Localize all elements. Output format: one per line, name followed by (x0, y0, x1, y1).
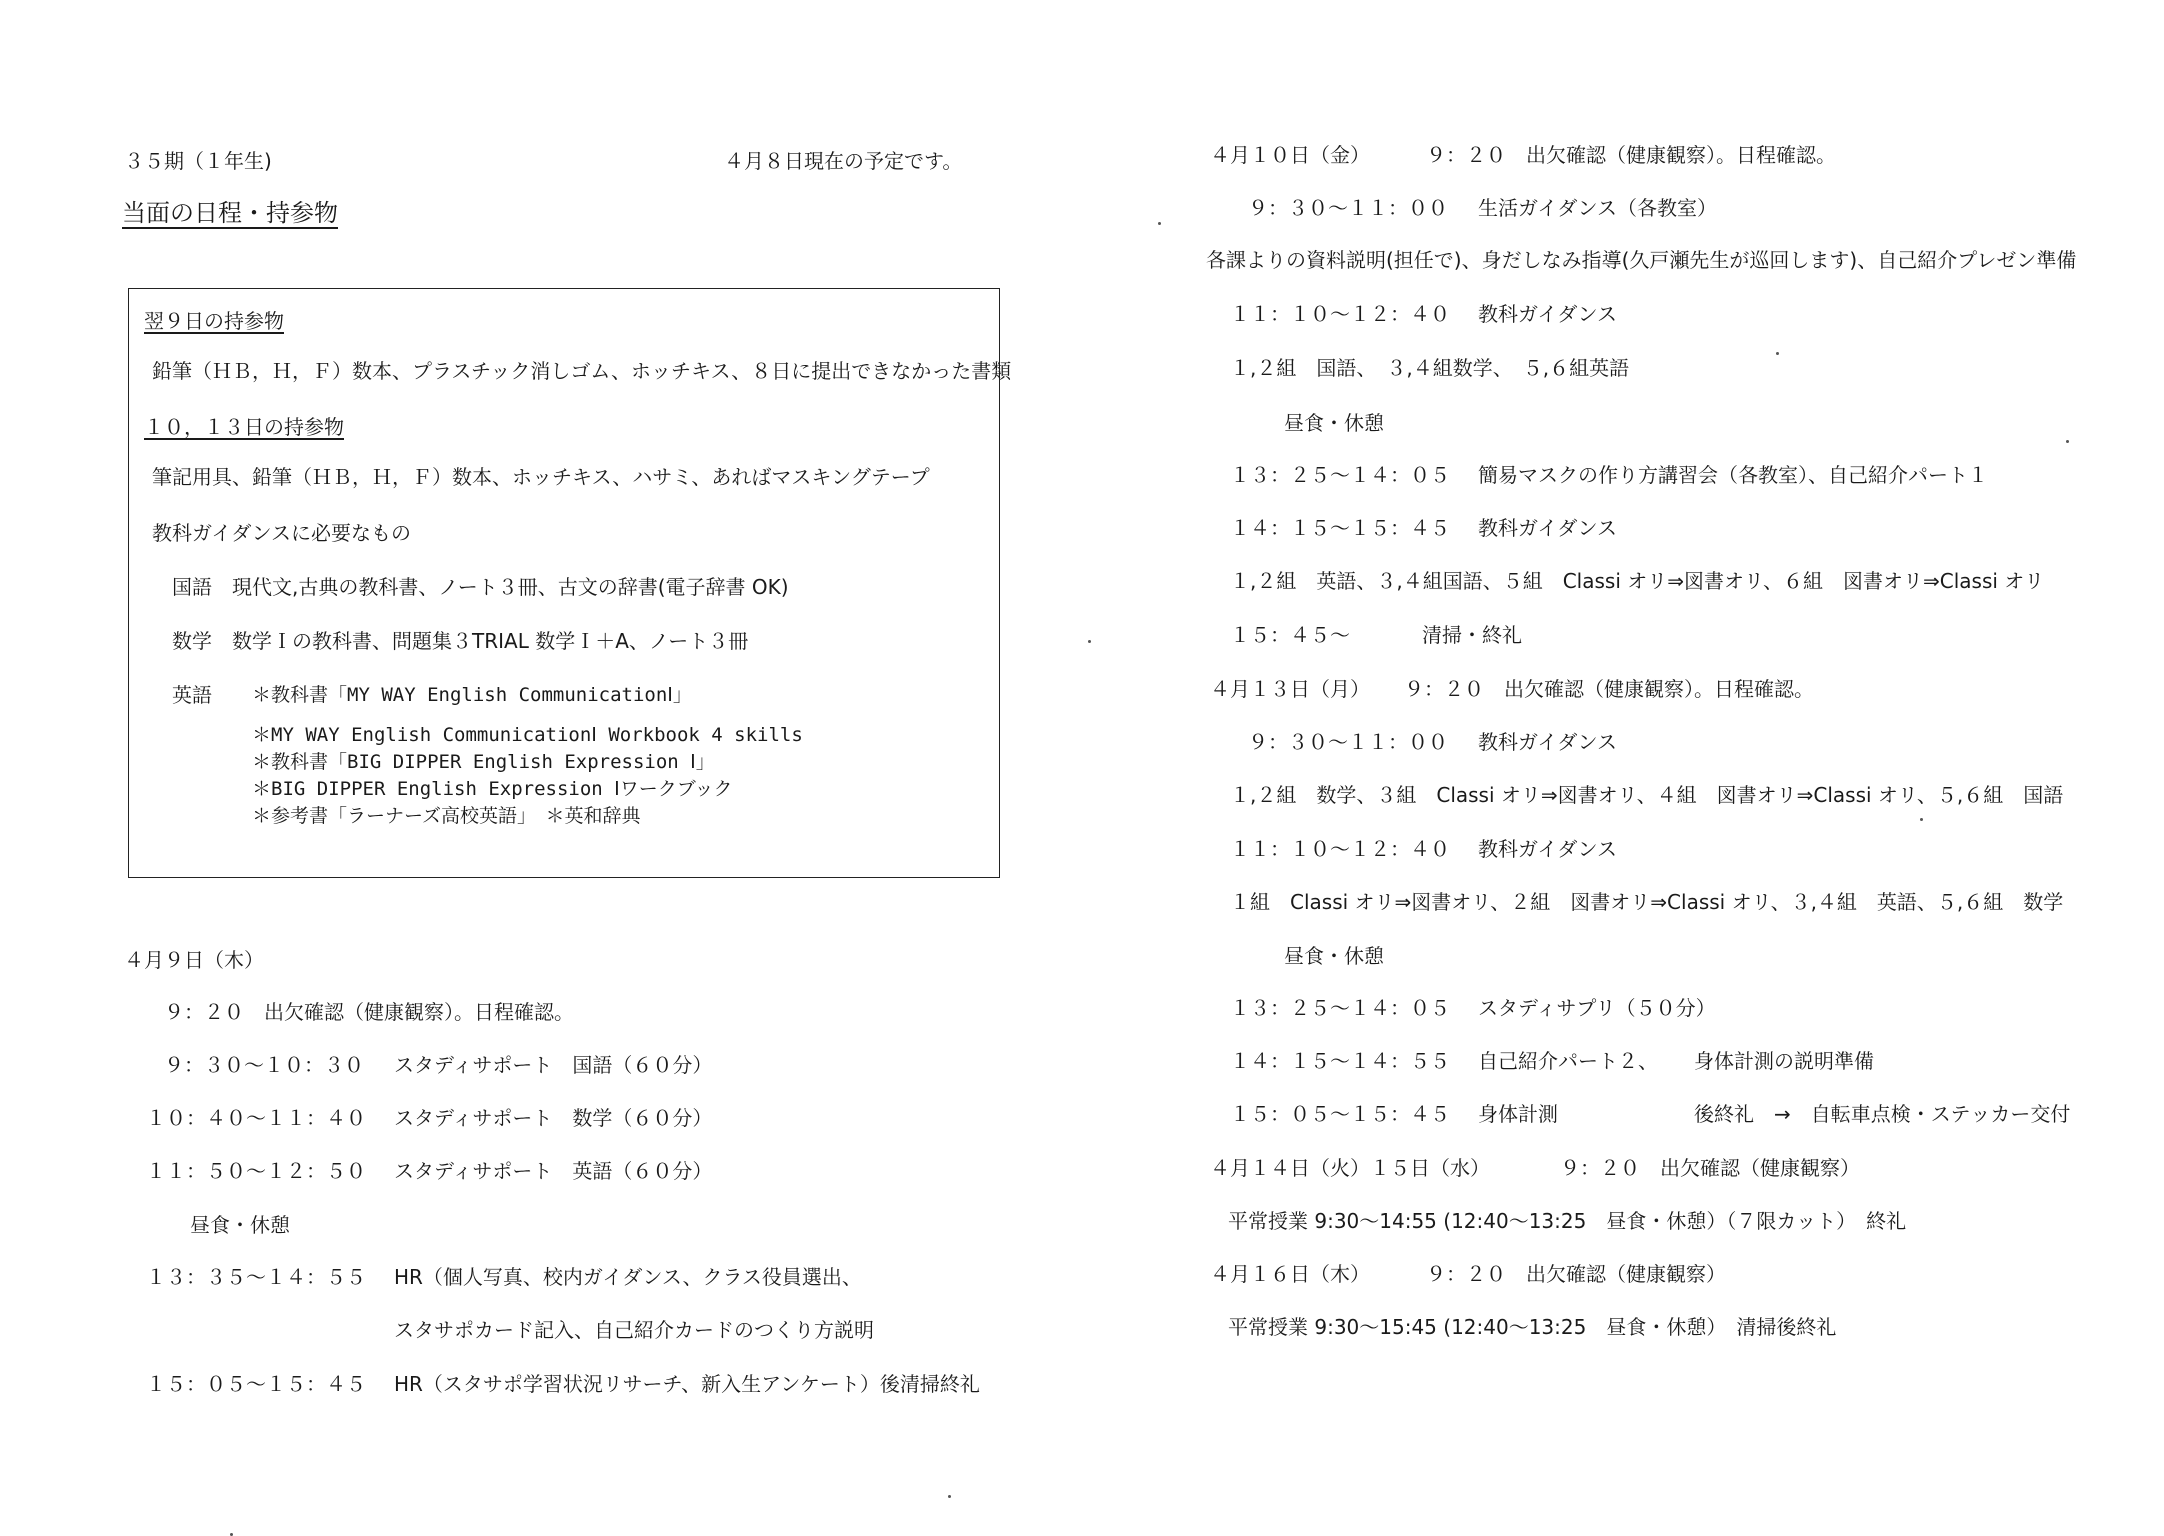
day14-date: ４月１４日（火）１５日（水） (1210, 1156, 1490, 1180)
day10-row-2-note: １,２組 国語、 ３,４組数学、 ５,６組英語 (1230, 356, 1630, 380)
box-sugaku-label: 数学 (172, 629, 212, 653)
box-kokugo-label: 国語 (172, 575, 212, 599)
day13-row-3-text: スタディサプリ（５０分） (1478, 996, 1716, 1020)
day9-row-5-time: １３：３５～１４：５５ (146, 1265, 366, 1289)
day10-row-4-note: １,２組 英語、３,４組国語、５組 Classi オリ⇒図書オリ、６組 図書オリ⇒Classi オリ (1230, 569, 2045, 593)
day13-row-1-time: ９：３０～１１：００ (1248, 730, 1448, 754)
day14-note: 平常授業 9:30～14:55 (12:40～13:25 昼食・休憩）（７限カット） 終礼 (1228, 1209, 1907, 1233)
day13-head: ９：２０ 出欠確認（健康観察）。日程確認。 (1404, 677, 1814, 701)
day10-row-1-time: ９：３０～１１：００ (1248, 196, 1448, 220)
day10-row-1-note: 各課よりの資料説明(担任で)、身だしなみ指導(久戸瀬先生が巡回します)、自己紹介プレゼン準備 (1206, 248, 2077, 272)
day13-row-5-text: 身体計測 (1478, 1102, 1558, 1126)
box-eigo-item-3: ＊教科書「BIG DIPPER English Expression Ⅰ」 (252, 751, 715, 773)
box-sugaku-items: 数学Ｉの教科書、問題集３TRIAL 数学Ｉ＋A、ノート３冊 (232, 629, 749, 653)
box-heading-9th: 翌９日の持参物 (144, 309, 284, 333)
scan-speck (2066, 440, 2069, 443)
as-of-date: ４月８日現在の予定です。 (724, 149, 963, 173)
day13-row-4-time: １４：１５～１４：５５ (1230, 1049, 1450, 1073)
box-items-10-13th: 筆記用具、鉛筆（ＨＢ，Ｈ，Ｆ）数本、ホッチキス、ハサミ、あればマスキングテープ (152, 465, 930, 489)
day9-row-6-text: HR（スタサポ学習状況リサーチ、新入生アンケート）後清掃終礼 (394, 1372, 980, 1396)
box-eigo-item-1: ＊教科書「MY WAY English CommunicationⅠ」 (252, 684, 692, 706)
box-kokugo-items: 現代文,古典の教科書、ノート３冊、古文の辞書(電子辞書 OK) (232, 575, 789, 599)
scan-speck (1776, 352, 1779, 355)
day10-head: ９：２０ 出欠確認（健康観察）。日程確認。 (1426, 143, 1836, 167)
day13-lunch: 昼食・休憩 (1284, 944, 1384, 968)
box-heading-10-13th: １０，１３日の持参物 (144, 415, 344, 439)
day9-row-5-text: HR（個人写真、校内ガイダンス、クラス役員選出、 (394, 1265, 862, 1289)
day16-note: 平常授業 9:30～15:45 (12:40～13:25 昼食・休憩） 清掃後終礼 (1228, 1315, 1837, 1339)
day16-date: ４月１６日（木） (1210, 1262, 1370, 1286)
day16-head: ９：２０ 出欠確認（健康観察） (1426, 1262, 1726, 1286)
scan-speck (1088, 640, 1091, 643)
day10-row-3-time: １３：２５～１４：０５ (1230, 463, 1450, 487)
day13-row-2-text: 教科ガイダンス (1478, 837, 1617, 861)
scan-speck (1158, 222, 1161, 225)
day9-row-3-text: スタディサポート 数学（６０分） (394, 1106, 713, 1130)
day9-row-6-time: １５：０５～１５：４５ (146, 1372, 366, 1396)
day13-date: ４月１３日（月） (1210, 677, 1370, 701)
scan-speck (1920, 818, 1923, 821)
box-items-9th: 鉛筆（ＨＢ，Ｈ，Ｆ）数本、プラスチック消しゴム、ホッチキス、８日に提出できなかった書類 (152, 359, 1012, 383)
day9-row-3-time: １０：４０～１１：４０ (146, 1106, 366, 1130)
day10-lunch: 昼食・休憩 (1284, 411, 1384, 435)
box-eigo-item-4: ＊BIG DIPPER English Expression Ⅰワークブック (252, 778, 733, 800)
day10-row-4-time: １４：１５～１５：４５ (1230, 516, 1450, 540)
day14-head: ９：２０ 出欠確認（健康観察） (1560, 1156, 1860, 1180)
day10-row-2-text: 教科ガイダンス (1478, 302, 1617, 326)
cohort-label: ３５期（１年生) (124, 149, 272, 173)
box-eigo-label: 英語 (172, 683, 212, 707)
day9-row-4-text: スタディサポート 英語（６０分） (394, 1159, 713, 1183)
day13-row-2-note: １組 Classi オリ⇒図書オリ、２組 図書オリ⇒Classi オリ、３,４組 英語、５,６組 数学 (1230, 890, 2064, 914)
scan-speck (948, 1495, 951, 1498)
day10-row-3-text: 簡易マスクの作り方講習会（各教室）、自己紹介パート１ (1478, 463, 1988, 487)
day10-date: ４月１０日（金） (1210, 143, 1370, 167)
day13-row-1-note: １,２組 数学、３組 Classi オリ⇒図書オリ、４組 図書オリ⇒Classi オリ、５,６組 国語 (1230, 783, 2064, 807)
day13-row-5-time: １５：０５～１５：４５ (1230, 1102, 1450, 1126)
day13-row-4-text-2: 身体計測の説明準備 (1694, 1049, 1874, 1073)
day10-row-1-text: 生活ガイダンス（各教室） (1478, 196, 1717, 220)
day10-row-5-text: 清掃・終礼 (1422, 623, 1522, 647)
box-guidance-heading: 教科ガイダンスに必要なもの (152, 521, 411, 545)
box-eigo-item-2: ＊MY WAY English CommunicationⅠ Workbook 4 skills (252, 724, 803, 746)
day9-date: ４月９日（木） (124, 948, 264, 972)
day9-row-2-text: スタディサポート 国語（６０分） (394, 1053, 713, 1077)
day9-row-5-text-cont: スタサポカード記入、自己紹介カードのつくり方説明 (394, 1318, 874, 1342)
day10-row-4-text: 教科ガイダンス (1478, 516, 1617, 540)
day9-row-2-time: ９：３０～１０：３０ (164, 1053, 364, 1077)
day13-row-2-time: １１：１０～１２：４０ (1230, 837, 1450, 861)
day13-row-3-time: １３：２５～１４：０５ (1230, 996, 1450, 1020)
day13-row-5-text-2: 後終礼 → 自転車点検・ステッカー交付 (1694, 1102, 2071, 1126)
day13-row-4-text: 自己紹介パート２、 (1478, 1049, 1658, 1073)
day10-row-2-time: １１：１０～１２：４０ (1230, 302, 1450, 326)
day13-row-1-text: 教科ガイダンス (1478, 730, 1617, 754)
day9-row-4-time: １１：５０～１２：５０ (146, 1159, 366, 1183)
box-eigo-item-5: ＊参考書「ラーナーズ高校英語」 ＊英和辞典 (252, 805, 641, 827)
day10-row-5-time: １５：４５～ (1230, 623, 1350, 647)
day9-lunch: 昼食・休憩 (190, 1213, 290, 1237)
day9-row-1: ９：２０ 出欠確認（健康観察）。日程確認。 (164, 1000, 574, 1024)
page-title: 当面の日程・持参物 (122, 199, 338, 227)
